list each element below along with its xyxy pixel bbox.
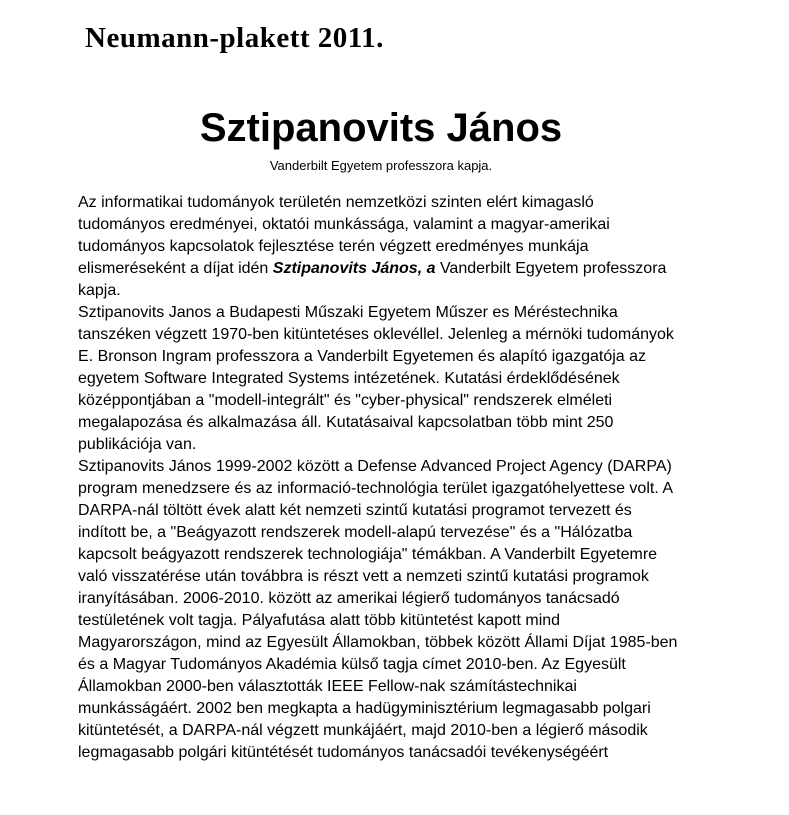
document-page	[0, 22, 789, 764]
text-segment: program menedzsere és az informació-technológia terület igazgatóhelyettese volt. A	[78, 480, 673, 498]
text-segment: kapja.	[78, 282, 121, 300]
text-line	[78, 654, 789, 676]
text-line	[78, 192, 789, 214]
text-segment: munkásságáért. 2002 ben megkapta a hadügyminisztérium legmagasabb polgari	[78, 700, 651, 718]
text-line	[78, 324, 789, 346]
text-line	[78, 544, 789, 566]
text-line	[78, 676, 789, 698]
award-recipient-heading: Sztipanovits János	[199, 106, 563, 151]
text-segment: egyetem Software Integrated Systems intézetének. Kutatási érdeklődésének	[78, 370, 620, 388]
text-line	[78, 390, 789, 412]
text-line	[78, 610, 789, 632]
text-segment: kitüntetését, a DARPA-nál végzett munkájáért, majd 2010-ben a légierő második	[78, 722, 648, 740]
text-line	[78, 742, 789, 764]
text-segment: Sztipanovits János 1999-2002 között a Defense Advanced Project Agency (DARPA)	[78, 458, 672, 476]
text-segment: Az informatikai tudományok területén nemzetközi szinten elért kimagasló	[78, 194, 594, 212]
text-line	[78, 720, 789, 742]
text-segment: Vanderbilt Egyetem professzora	[435, 260, 667, 278]
text-line	[78, 698, 789, 720]
text-segment: való visszatérése után továbbra is részt vett a nemzeti szintű kutatási programok	[78, 568, 649, 586]
text-segment: megalapozása és alkalmazása áll. Kutatásaival kapcsolatban több mint 250	[78, 414, 614, 432]
text-segment: indított be, a "Beágyazott rendszerek modell-alapú tervezése" és a "Hálózatba	[78, 524, 633, 542]
text-line	[78, 412, 789, 434]
page-title: Neumann-plakett 2011.	[85, 22, 384, 54]
text-segment: iranyításában. 2006-2010. között az amerikai légierő tudományos tanácsadó	[78, 590, 620, 608]
text-segment: tudományos eredményei, oktatói munkássága, valamint a magyar-amerikai	[78, 216, 610, 234]
text-line	[78, 500, 789, 522]
text-segment: legmagasabb polgári kitüntétését tudományos tanácsadói tevékenységéért	[78, 744, 609, 762]
text-segment: tudományos kapcsolatok fejlesztése terén végzett eredményes munkája	[78, 238, 589, 256]
award-subtitle: Vanderbilt Egyetem professzora kapja.	[269, 158, 493, 174]
text-line	[78, 632, 789, 654]
article-body	[78, 192, 789, 764]
text-line	[78, 368, 789, 390]
text-segment: középpontjában a "modell-integrált" és "cyber-physical" rendszerek elméleti	[78, 392, 613, 410]
text-line	[78, 566, 789, 588]
text-segment: Sztipanovits Janos a Budapesti Műszaki Egyetem Műszer es Méréstechnika	[78, 304, 618, 322]
text-segment: kapcsolt beágyazott rendszerek technologiája" témákban. A Vanderbilt Egyetemre	[78, 546, 658, 564]
text-segment: elismeréseként a díjat idén	[78, 260, 273, 278]
text-segment: testületének volt tagja. Pályafutása alatt több kitüntetést kapott mind	[78, 612, 561, 630]
text-segment: publikációja van.	[78, 436, 197, 454]
text-line	[78, 236, 789, 258]
text-line	[78, 214, 789, 236]
text-line	[78, 434, 789, 456]
text-line	[78, 302, 789, 324]
text-line	[78, 258, 789, 280]
text-line	[78, 478, 789, 500]
text-line	[78, 522, 789, 544]
award-title-block	[0, 105, 762, 174]
text-segment: tanszéken végzett 1970-ben kitüntetéses oklevéllel. Jelenleg a mérnöki tudományok	[78, 326, 674, 344]
text-line	[78, 588, 789, 610]
text-segment: DARPA-nál töltött évek alatt két nemzeti szintű kutatási programot tervezett és	[78, 502, 632, 520]
text-line	[78, 456, 789, 478]
text-line	[78, 280, 789, 302]
text-segment: és a Magyar Tudományos Akadémia külső tagja címet 2010-ben. Az Egyesült	[78, 656, 626, 674]
text-segment: Magyarországon, mind az Egyesült Államokban, többek között Állami Díjat 1985-ben	[78, 634, 678, 652]
text-segment: Államokban 2000-ben választották IEEE Fellow-nak számítástechnikai	[78, 678, 577, 696]
text-segment: E. Bronson Ingram professzora a Vanderbilt Egyetemen és alapító igazgatója az	[78, 348, 647, 366]
text-line	[78, 346, 789, 368]
recipient-name-emphasis: Sztipanovits János, a	[272, 260, 436, 278]
